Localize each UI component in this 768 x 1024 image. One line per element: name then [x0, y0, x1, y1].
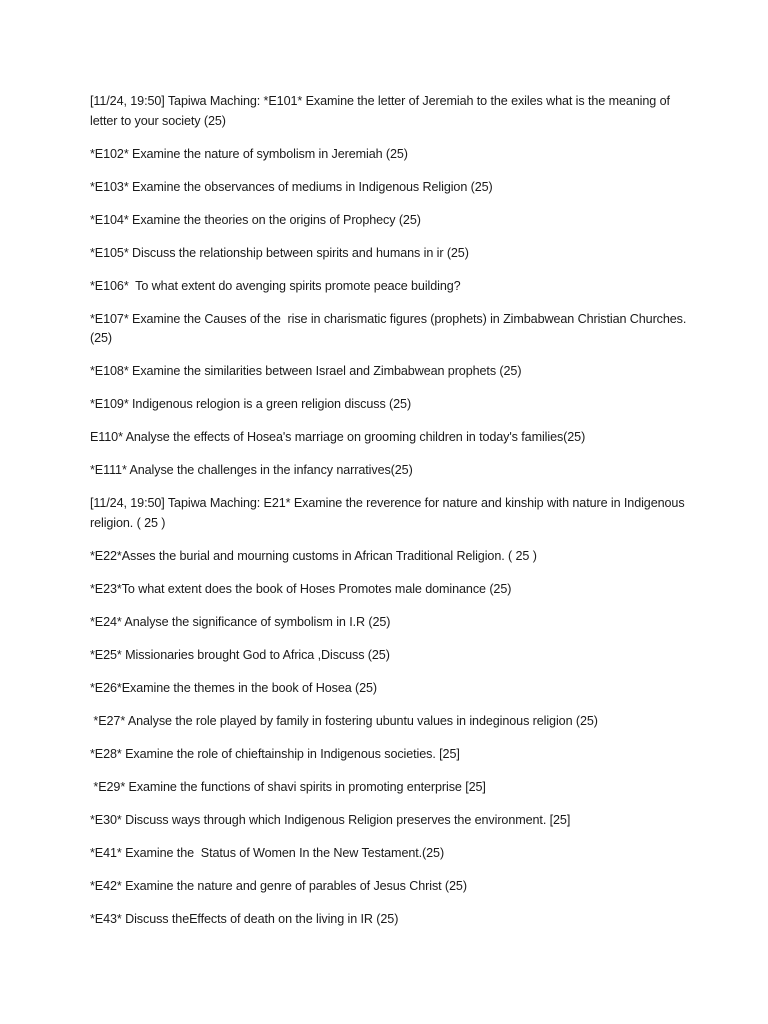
paragraph-e25: *E25* Missionaries brought God to Africa ,Discuss (25): [90, 647, 390, 662]
paragraph-e111: *E111* Analyse the challenges in the infancy narratives(25): [90, 463, 413, 477]
paragraph-e105: *E105* Discuss the relationship between spirits and humans in ir (25): [90, 245, 469, 260]
paragraph-e28: *E28* Examine the role of chieftainship in Indigenous societies. [25]: [90, 746, 460, 761]
document-page: [90, 92, 690, 943]
paragraph-e23: *E23*To what extent does the book of Hoses Promotes male dominance (25): [90, 581, 512, 596]
paragraph-e110: E110* Analyse the effects of Hosea's marriage on grooming children in today's families(25): [90, 430, 586, 444]
paragraph-e26: *E26*Examine the themes in the book of Hosea (25): [90, 680, 378, 695]
paragraph-e24: *E24* Analyse the significance of symbolism in I.R (25): [90, 614, 391, 629]
paragraph-e42: *E42* Examine the nature and genre of parables of Jesus Christ (25): [90, 878, 467, 893]
paragraph-e101: [11/24, 19:50] Tapiwa Maching: *E101* Examine the letter of Jeremiah to the exiles what is the meaning of letter to your society (25): [90, 94, 674, 128]
paragraph-e107: *E107* Examine the Causes of the rise in charismatic figures (prophets) in Zimbabwean Christian Churches.(25): [90, 311, 687, 345]
paragraph-e41: *E41* Examine the Status of Women In the New Testament.(25): [90, 845, 445, 860]
paragraph-e27: *E27* Analyse the role played by family in fostering ubuntu values in indeginous religion (25): [90, 713, 598, 728]
paragraph-e108: *E108* Examine the similarities between Israel and Zimbabwean prophets (25): [90, 364, 522, 378]
paragraph-e30: *E30* Discuss ways through which Indigenous Religion preserves the environment. [25]: [90, 812, 571, 827]
paragraph-e102: *E102* Examine the nature of symbolism in Jeremiah (25): [90, 146, 408, 161]
paragraph-e109: *E109* Indigenous relogion is a green religion discuss (25): [90, 397, 412, 411]
paragraph-e106: *E106* To what extent do avenging spirits promote peace building?: [90, 278, 461, 293]
paragraph-e43: *E43* Discuss theEffects of death on the living in IR (25): [90, 911, 399, 926]
paragraph-e21: [11/24, 19:50] Tapiwa Maching: E21* Examine the reverence for nature and kinship with nature in Indigenous religion. ( 25 ): [90, 496, 688, 530]
paragraph-e103: *E103* Examine the observances of mediums in Indigenous Religion (25): [90, 179, 493, 194]
paragraph-e104: *E104* Examine the theories on the origins of Prophecy (25): [90, 212, 421, 227]
paragraph-e29: *E29* Examine the functions of shavi spirits in promoting enterprise [25]: [90, 779, 486, 794]
paragraph-e22: *E22*Asses the burial and mourning customs in African Traditional Religion. ( 25 ): [90, 548, 537, 563]
